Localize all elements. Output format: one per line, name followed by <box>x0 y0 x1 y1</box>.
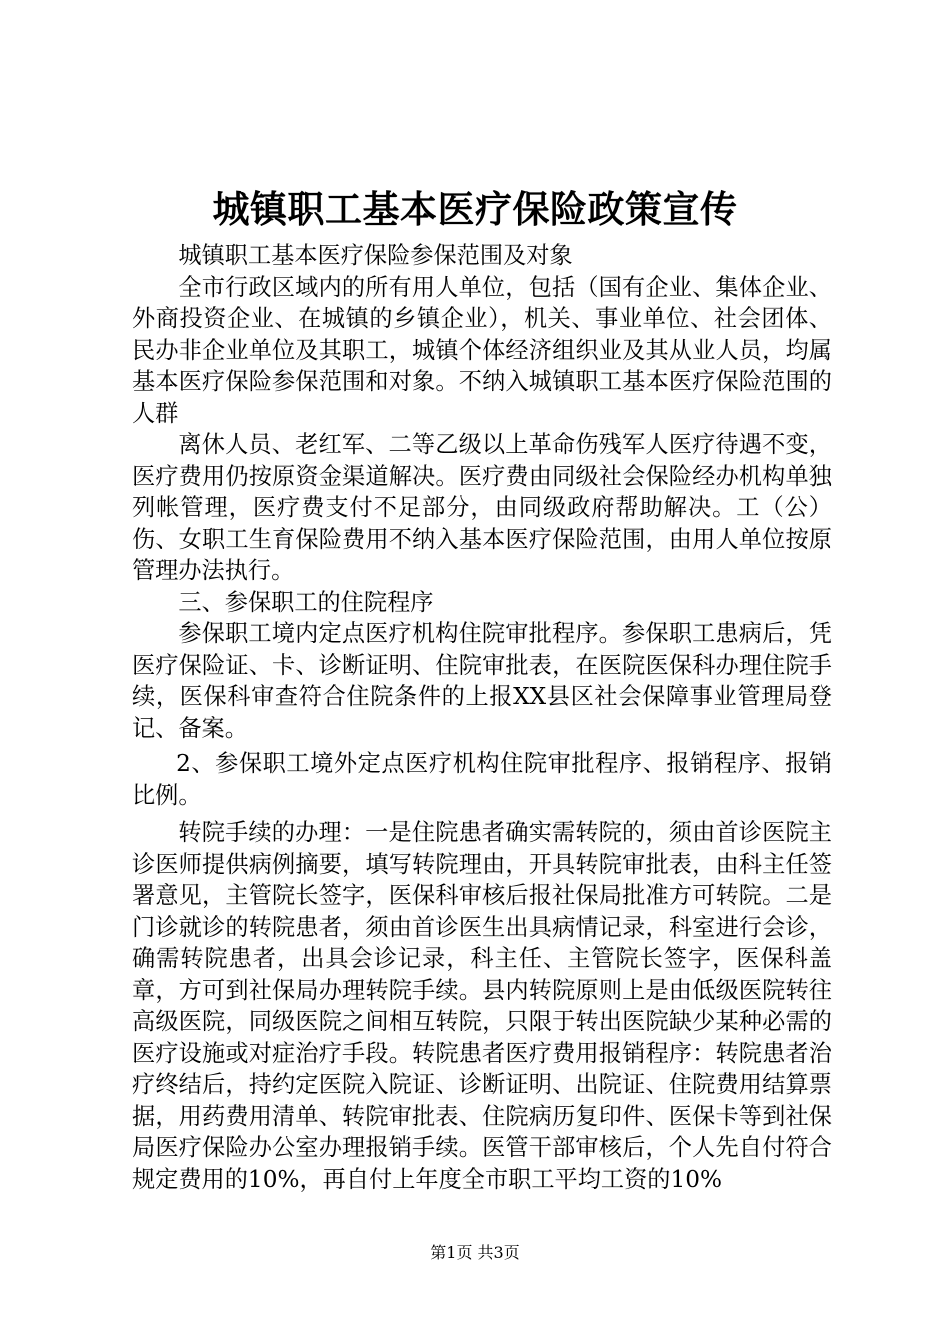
paragraph-domestic-procedure: 参保职工境内定点医疗机构住院审批程序。参保职工患病后，凭医疗保险证、卡、诊断证明、住院审批表，在医院医保科办理住院手续，医保科审查符合住院条件的上报XX县区社会保障事业管理局登记、备案。 <box>132 620 832 742</box>
paragraph-scope: 全市行政区域内的所有用人单位，包括（国有企业、集体企业、外商投资企业、在城镇的乡镇企业），机关、事业单位、社会团体、民办非企业单位及其职工，城镇个体经济组织业及其从业人员，均属基本医疗保险参保范围和对象。不纳入城镇职工基本医疗保险范围的人群 <box>132 273 832 427</box>
document-title: 城镇职工基本医疗保险政策宣传 <box>212 187 738 231</box>
page-footer: 第1页 共3页 <box>430 1243 520 1262</box>
paragraph-external-procedure: 2、参保职工境外定点医疗机构住院审批程序、报销程序、报销比例。 <box>132 750 832 809</box>
paragraph-scope-heading: 城镇职工基本医疗保险参保范围及对象 <box>178 242 573 269</box>
document-body <box>132 240 832 1195</box>
paragraph-section-three-heading: 三、参保职工的住院程序 <box>178 588 434 616</box>
paragraph-exclusions: 离休人员、老红军、二等乙级以上革命伤残军人医疗待遇不变，医疗费用仍按原资金渠道解决。医疗费由同级社会保险经办机构单独列帐管理，医疗费支付不足部分，由同级政府帮助解决。工（公）伤、女职工生育保险费用不纳入基本医疗保险范围，由用人单位按原管理办法执行。 <box>132 431 832 584</box>
paragraph-transfer-procedure: 转院手续的办理：一是住院患者确实需转院的，须由首诊医院主诊医师提供病例摘要，填写转院理由，开具转院审批表，由科主任签署意见，主管院长签字，医保科审核后报社保局批准方可转院。二是门诊就诊的转院患者，须由首诊医生出具病情记录，科室进行会诊，确需转院患者，出具会诊记录，科主任、主管院长签字，医保科盖章，方可到社保局办理转院手续。县内转院原则上是由低级医院转往高级医院，同级医院之间相互转院，只限于转出医院缺少某种必需的医疗设施或对症治疗手段。转院患者医疗费用报销程序：转院患者治疗终结后，持约定医院入院证、诊断证明、出院证、住院费用结算票据，用药费用清单、转院审批表、住院病历复印件、医保卡等到社保局医疗保险办公室办理报销手续。医管干部审核后，个人先自付符合规定费用的10%，再自付上年度全市职工平均工资的10% <box>132 819 832 1193</box>
